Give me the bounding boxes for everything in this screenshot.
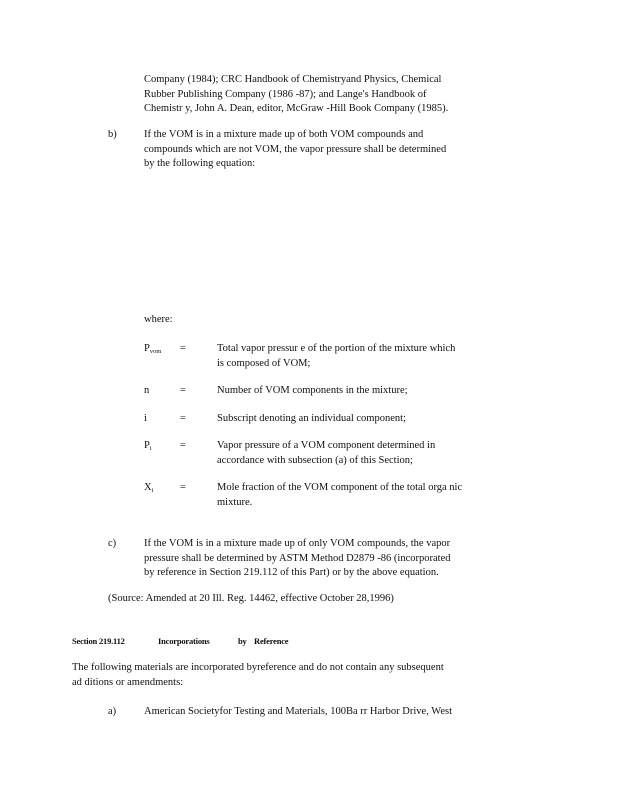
definition-line: Vapor pressure of a VOM component determined in <box>217 440 436 451</box>
item-b-line-1: If the VOM is in a mixture made up of both VOM compounds and <box>144 129 424 140</box>
section-intro-line-2: ad ditions or amendments: <box>72 676 184 688</box>
definition-term: $X_i$ <box>144 482 154 494</box>
where-label: where: <box>144 314 173 325</box>
definition-text <box>217 342 497 371</box>
definition-line: accordance with subsection (a) of this Section; <box>217 454 413 466</box>
item-c-marker: c) <box>108 538 117 549</box>
definition-equals: = <box>180 413 186 424</box>
item-c-line-2: pressure shall be determined by ASTM Method D2879 -86 (incorporated <box>144 552 451 564</box>
section-number: Section 219.112 <box>72 636 125 646</box>
definition-line: Mole fraction of the VOM component of the total orga nic <box>217 482 463 493</box>
equation-area <box>144 178 484 303</box>
definition-term: n <box>144 385 150 396</box>
definition-term: $P_{vom}$ <box>144 343 162 355</box>
definition-equals: = <box>180 482 186 493</box>
item-c-line-3: by reference in Section 219.112 of this Part) or by the above equation. <box>144 567 439 578</box>
intro-paragraph <box>144 73 484 117</box>
definition-line: mixture. <box>217 496 253 508</box>
section-intro-line-1: The following materials are incorporated byreference and do not contain any subsequent <box>72 662 444 673</box>
item-a-line-1: American Societyfor Testing and Materials, 100Ba rr Harbor Drive, West <box>144 706 452 717</box>
item-b-line-2: compounds which are not VOM, the vapor pressure shall be determined <box>144 143 447 155</box>
section-intro-paragraph <box>72 661 492 690</box>
item-b-paragraph <box>144 128 484 172</box>
definition-line: Number of VOM components in the mixture; <box>217 385 408 396</box>
definition-text <box>217 439 497 468</box>
item-b-line-3: by the following equation: <box>144 158 256 169</box>
source-note: (Source: Amended at 20 Ill. Reg. 14462, effective October 28,1996) <box>108 593 394 604</box>
definition-line: Total vapor pressur e of the portion of the mixture which <box>217 343 456 354</box>
item-c-paragraph <box>144 537 492 581</box>
section-title-reference: Reference <box>254 636 289 646</box>
item-c-line-1: If the VOM is in a mixture made up of only VOM compounds, the vapor <box>144 538 451 549</box>
definition-line: Subscript denoting an individual component; <box>217 413 406 424</box>
definition-equals: = <box>180 440 186 451</box>
definition-term: $P_i$ <box>144 440 152 452</box>
definition-term: i <box>144 413 147 424</box>
intro-line-1: Company (1984); CRC Handbook of Chemistryand Physics, Chemical <box>144 74 442 85</box>
definition-equals: = <box>180 385 186 396</box>
item-a-paragraph <box>144 705 504 720</box>
item-b-marker: b) <box>108 129 117 140</box>
intro-line-3: Chemistr y, John A. Dean, editor, McGraw -Hill Book Company (1985). <box>144 103 449 114</box>
definition-equals: = <box>180 343 186 354</box>
definition-text <box>217 384 497 399</box>
section-title-by: by <box>238 636 247 646</box>
definition-text <box>217 412 497 427</box>
intro-line-2: Rubber Publishing Company (1986 -87); and Lange's Handbook of <box>144 88 427 100</box>
item-a-marker: a) <box>108 706 117 717</box>
definition-line: is composed of VOM; <box>217 357 311 369</box>
definition-text <box>217 481 497 510</box>
section-title: Incorporations <box>158 636 210 646</box>
